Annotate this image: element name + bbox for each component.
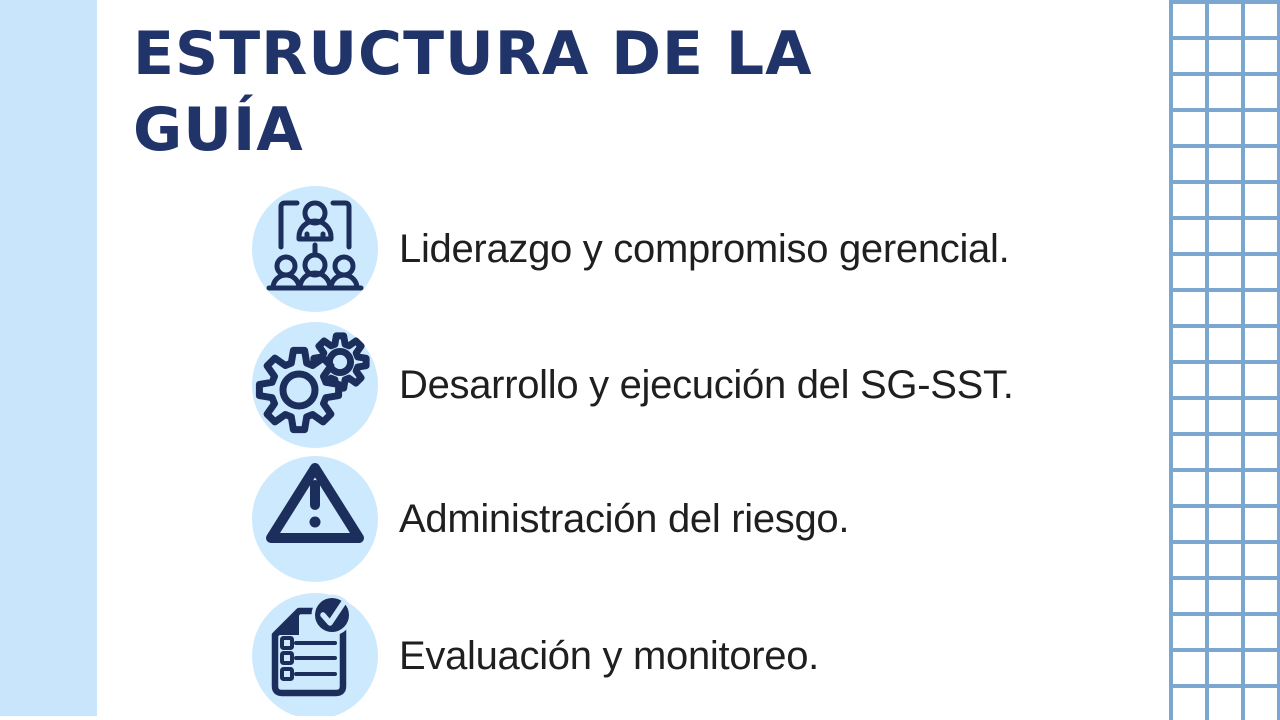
list-item	[252, 456, 849, 582]
list-item	[252, 322, 1014, 448]
checklist-icon	[252, 593, 378, 719]
grid-pattern	[1169, 0, 1280, 720]
bottom-edge-sliver	[0, 716, 1169, 720]
list-item-label: Evaluación y monitoreo.	[399, 633, 819, 678]
warning-triangle-icon	[252, 456, 378, 582]
title-line-1: ESTRUCTURA DE LA	[133, 19, 813, 89]
title-line-2: GUÍA	[133, 95, 304, 165]
list-item-label: Liderazgo y compromiso gerencial.	[399, 226, 1010, 271]
list-item	[252, 186, 1009, 312]
page-title	[133, 16, 813, 168]
list-item-label: Administración del riesgo.	[399, 496, 850, 541]
org-chart-icon	[252, 186, 378, 312]
list-item	[252, 593, 819, 719]
list-item-label: Desarrollo y ejecución del SG-SST.	[399, 362, 1014, 407]
gears-icon	[252, 322, 378, 448]
left-accent-bar	[0, 0, 97, 716]
